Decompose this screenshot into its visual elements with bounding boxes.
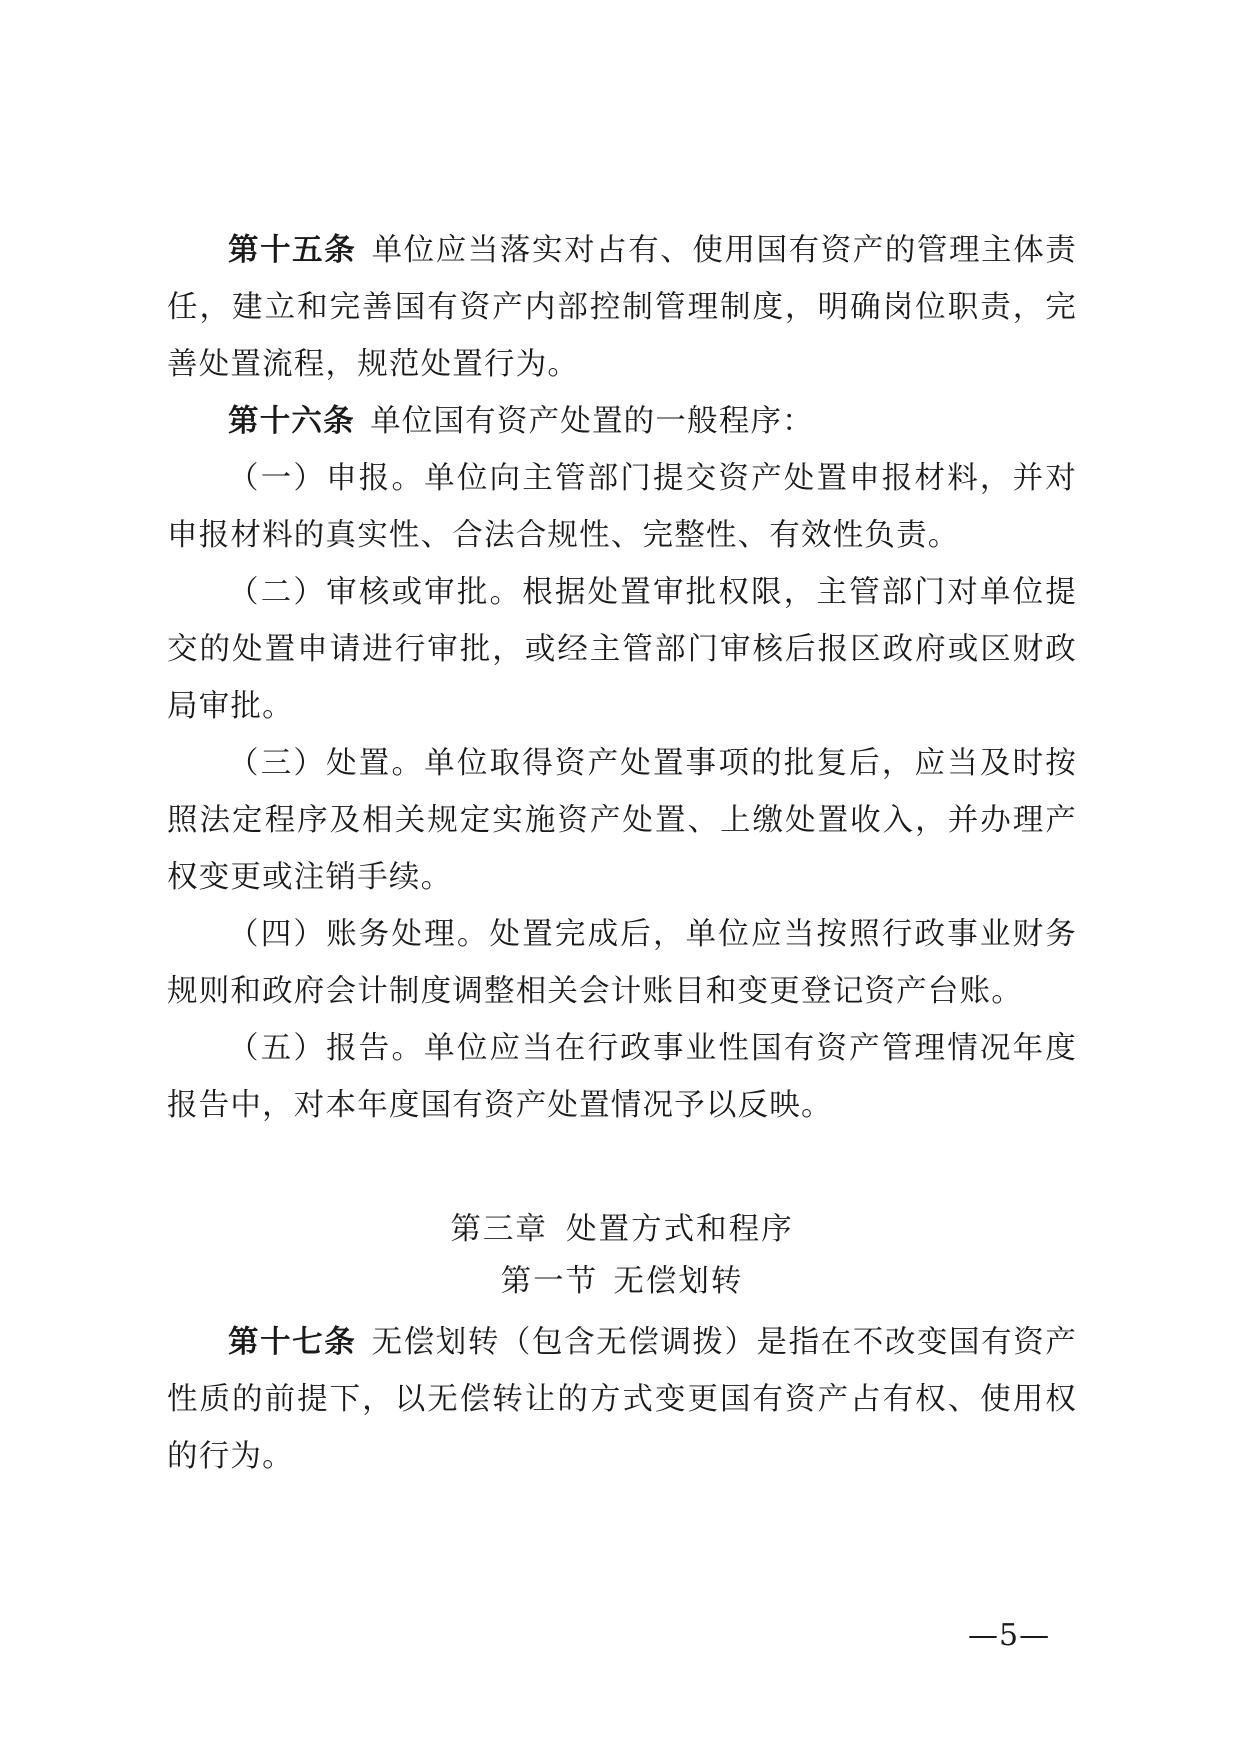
article-15-label: 第十五条: [228, 233, 357, 268]
article-16: [167, 393, 1077, 450]
section-heading: [167, 1256, 1077, 1308]
procedure-item-5: （五）报告。单位应当在行政事业性国有资产管理情况年度报告中，对本年度国有资产处置情况予以反映。: [167, 1031, 1077, 1123]
article-15-text: 单位应当落实对占有、使用国有资产的管理主体责任，建立和完善国有资产内部控制管理制度，明确岗位职责，完善处置流程，规范处置行为。: [167, 233, 1077, 382]
article-15: [167, 222, 1077, 393]
article-16-label: 第十六条: [228, 404, 355, 439]
procedure-item-2: （二）审核或审批。根据处置审批权限，主管部门对单位提交的处置申请进行审批，或经主管部门审核后报区政府或区财政局审批。: [167, 575, 1077, 724]
page-number: —5—: [968, 1618, 1051, 1653]
procedure-item-4: （四）账务处理。处置完成后，单位应当按照行政事业财务规则和政府会计制度调整相关会计账目和变更登记资产台账。: [167, 917, 1077, 1009]
chapter-number: 第三章: [450, 1212, 548, 1247]
document-body: [167, 222, 1077, 1485]
article-16-text: 单位国有资产处置的一般程序：: [370, 404, 814, 439]
article-17-label: 第十七条: [228, 1325, 357, 1360]
procedure-item-3: （三）处置。单位取得资产处置事项的批复后，应当及时按照法定程序及相关规定实施资产处置、上缴处置收入，并办理产权变更或注销手续。: [167, 746, 1077, 895]
procedure-item-1: （一）申报。单位向主管部门提交资产处置申报材料，并对申报材料的真实性、合法合规性、完整性、有效性负责。: [167, 461, 1077, 553]
section-title: 无偿划转: [613, 1264, 744, 1299]
chapter-title: 处置方式和程序: [566, 1212, 794, 1247]
article-17-text: 无偿划转（包含无偿调拨）是指在不改变国有资产性质的前提下，以无偿转让的方式变更国有资产占有权、使用权的行为。: [167, 1325, 1077, 1474]
spacer: [167, 1134, 1077, 1204]
article-17: [167, 1314, 1077, 1485]
section-number: 第一节: [500, 1264, 599, 1299]
chapter-heading: [167, 1204, 1077, 1256]
